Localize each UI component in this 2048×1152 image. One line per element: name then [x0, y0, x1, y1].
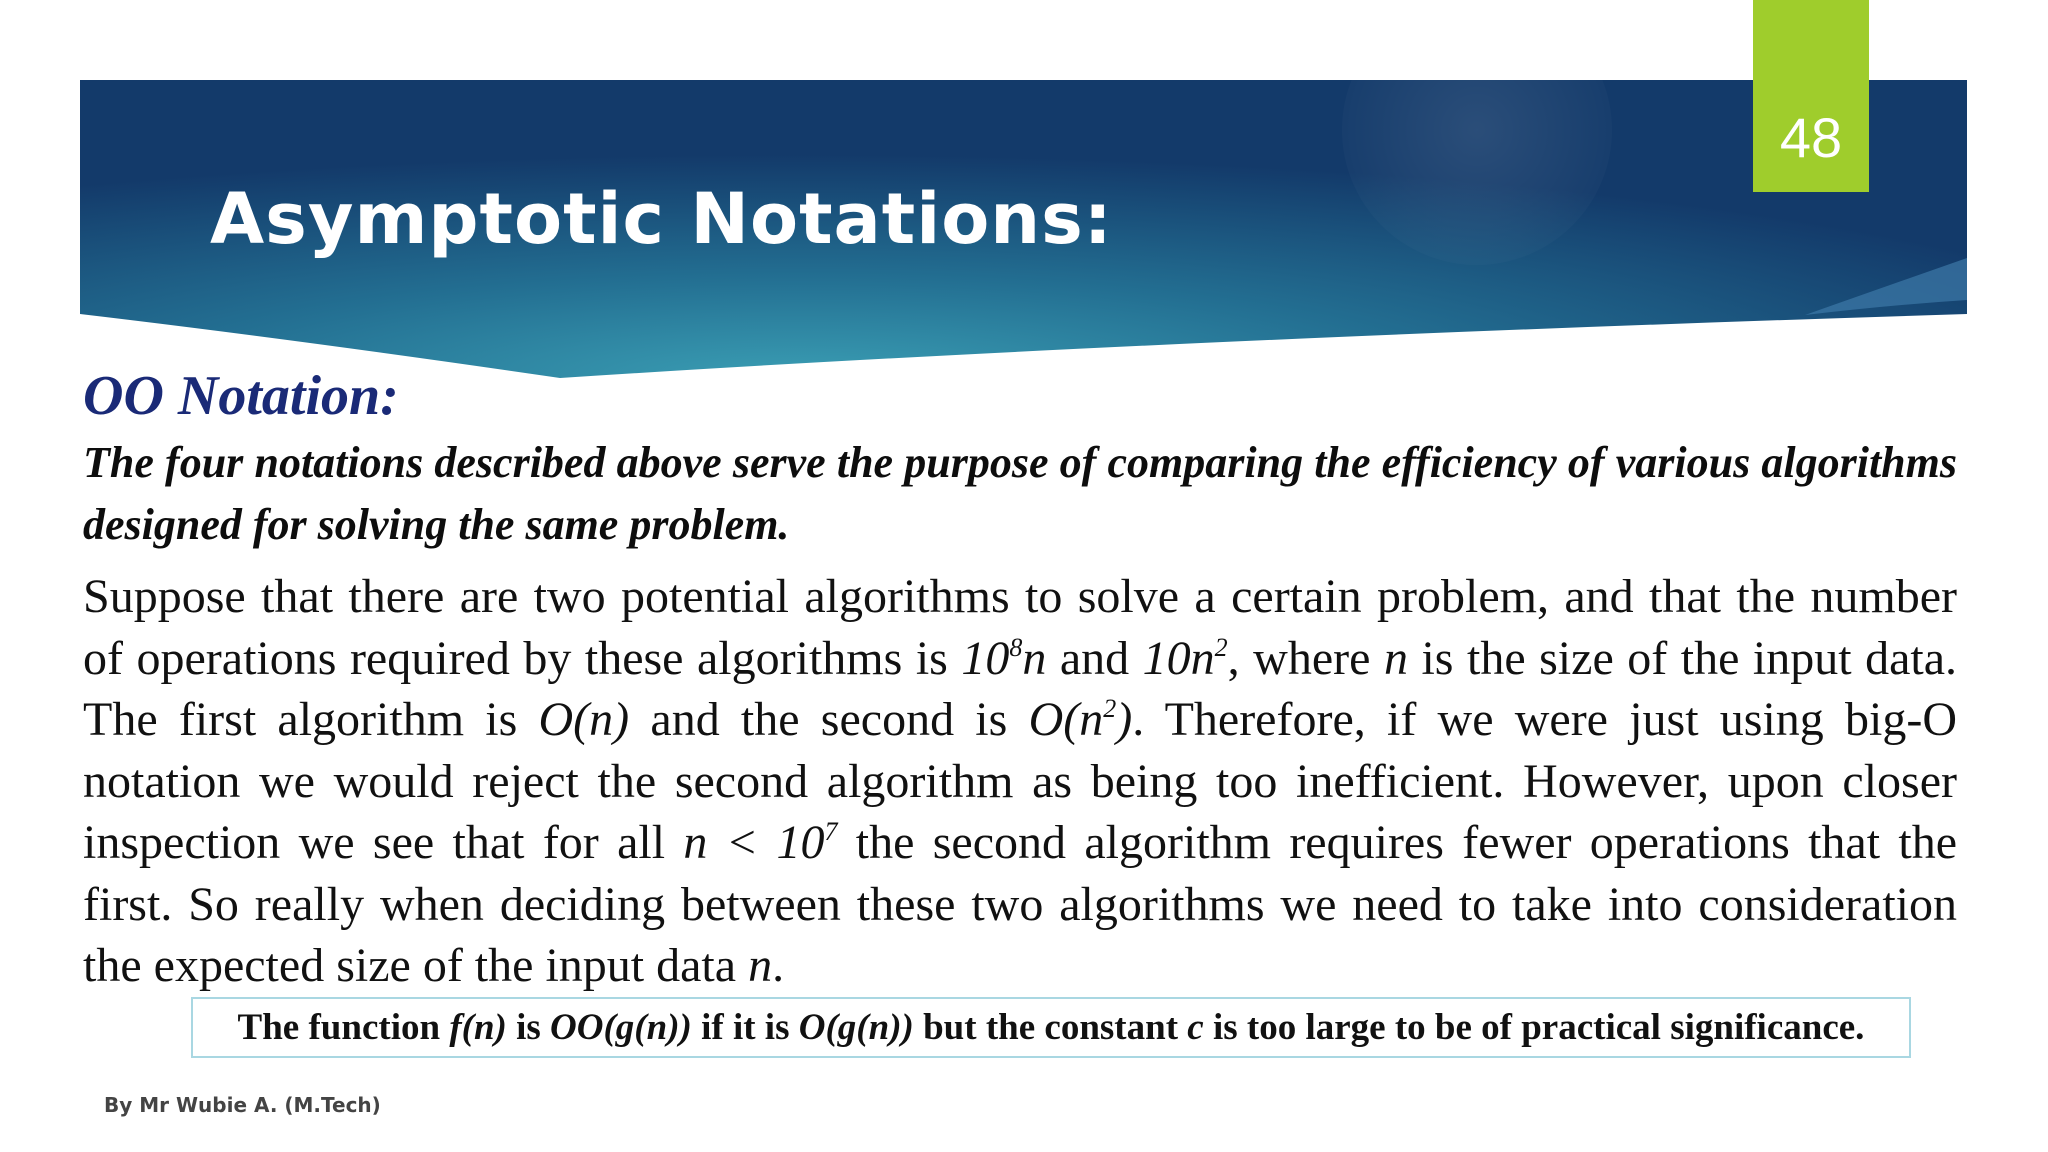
- math-var-n-end: n: [748, 939, 773, 992]
- slide-title: Asymptotic Notations:: [210, 178, 1113, 260]
- body-text-4: and the second is: [629, 693, 1029, 746]
- footer-author: By Mr Wubie A. (M.Tech): [104, 1093, 381, 1117]
- math-10n-2: $10n^2$: [1142, 631, 1228, 685]
- math-oo-g-n: OO(g(n)): [550, 1007, 692, 1048]
- intro-paragraph: The four notations described above serve the purpose of comparing the efficiency of various algorithms designed for solving the same problem.: [83, 438, 1957, 549]
- math-condition: $n < 10^7$: [683, 816, 838, 869]
- body-text-1: Suppose that there are two potential algorithms to solve a certain problem, and that the number of operations required by these algorithms is: [83, 570, 1957, 685]
- body-text-2: , where: [1227, 631, 1384, 685]
- section-heading: OO Notation:: [83, 365, 399, 427]
- math-var-n: n: [1383, 631, 1408, 685]
- banner-glow-circle: [1342, 0, 1612, 265]
- definition-box: The function f(n) is OO(g(n)) if it is O(g(n)) but the constant c is too large to be of practical significance.: [191, 997, 1911, 1058]
- body-paragraph: [83, 566, 1957, 997]
- math-f-n: f(n): [449, 1007, 507, 1048]
- math-10-8-n: $10^8n$: [961, 631, 1047, 685]
- math-o-n: O(n): [538, 693, 630, 746]
- page-number-badge: 48: [1753, 0, 1869, 192]
- body-text-6: the second algorithm requires fewer operations that the first. So really when deciding between these two algorithms we need to take into consideration the expected size of the input data: [83, 816, 1958, 992]
- body-text-and: and: [1046, 631, 1143, 685]
- body-text-3: is the size of the input data. The first algorithm is: [83, 631, 1958, 746]
- math-constant-c: c: [1187, 1007, 1204, 1048]
- math-o-n-squared: $O(n^2)$: [1028, 693, 1133, 746]
- body-text-7: .: [772, 939, 785, 992]
- body-text-5: . Therefore, if we were just using big-O notation we would reject the second algorithm as being too inefficient. However, upon closer inspection we see that for all: [83, 693, 1958, 869]
- math-o-g-n: O(g(n)): [798, 1007, 914, 1048]
